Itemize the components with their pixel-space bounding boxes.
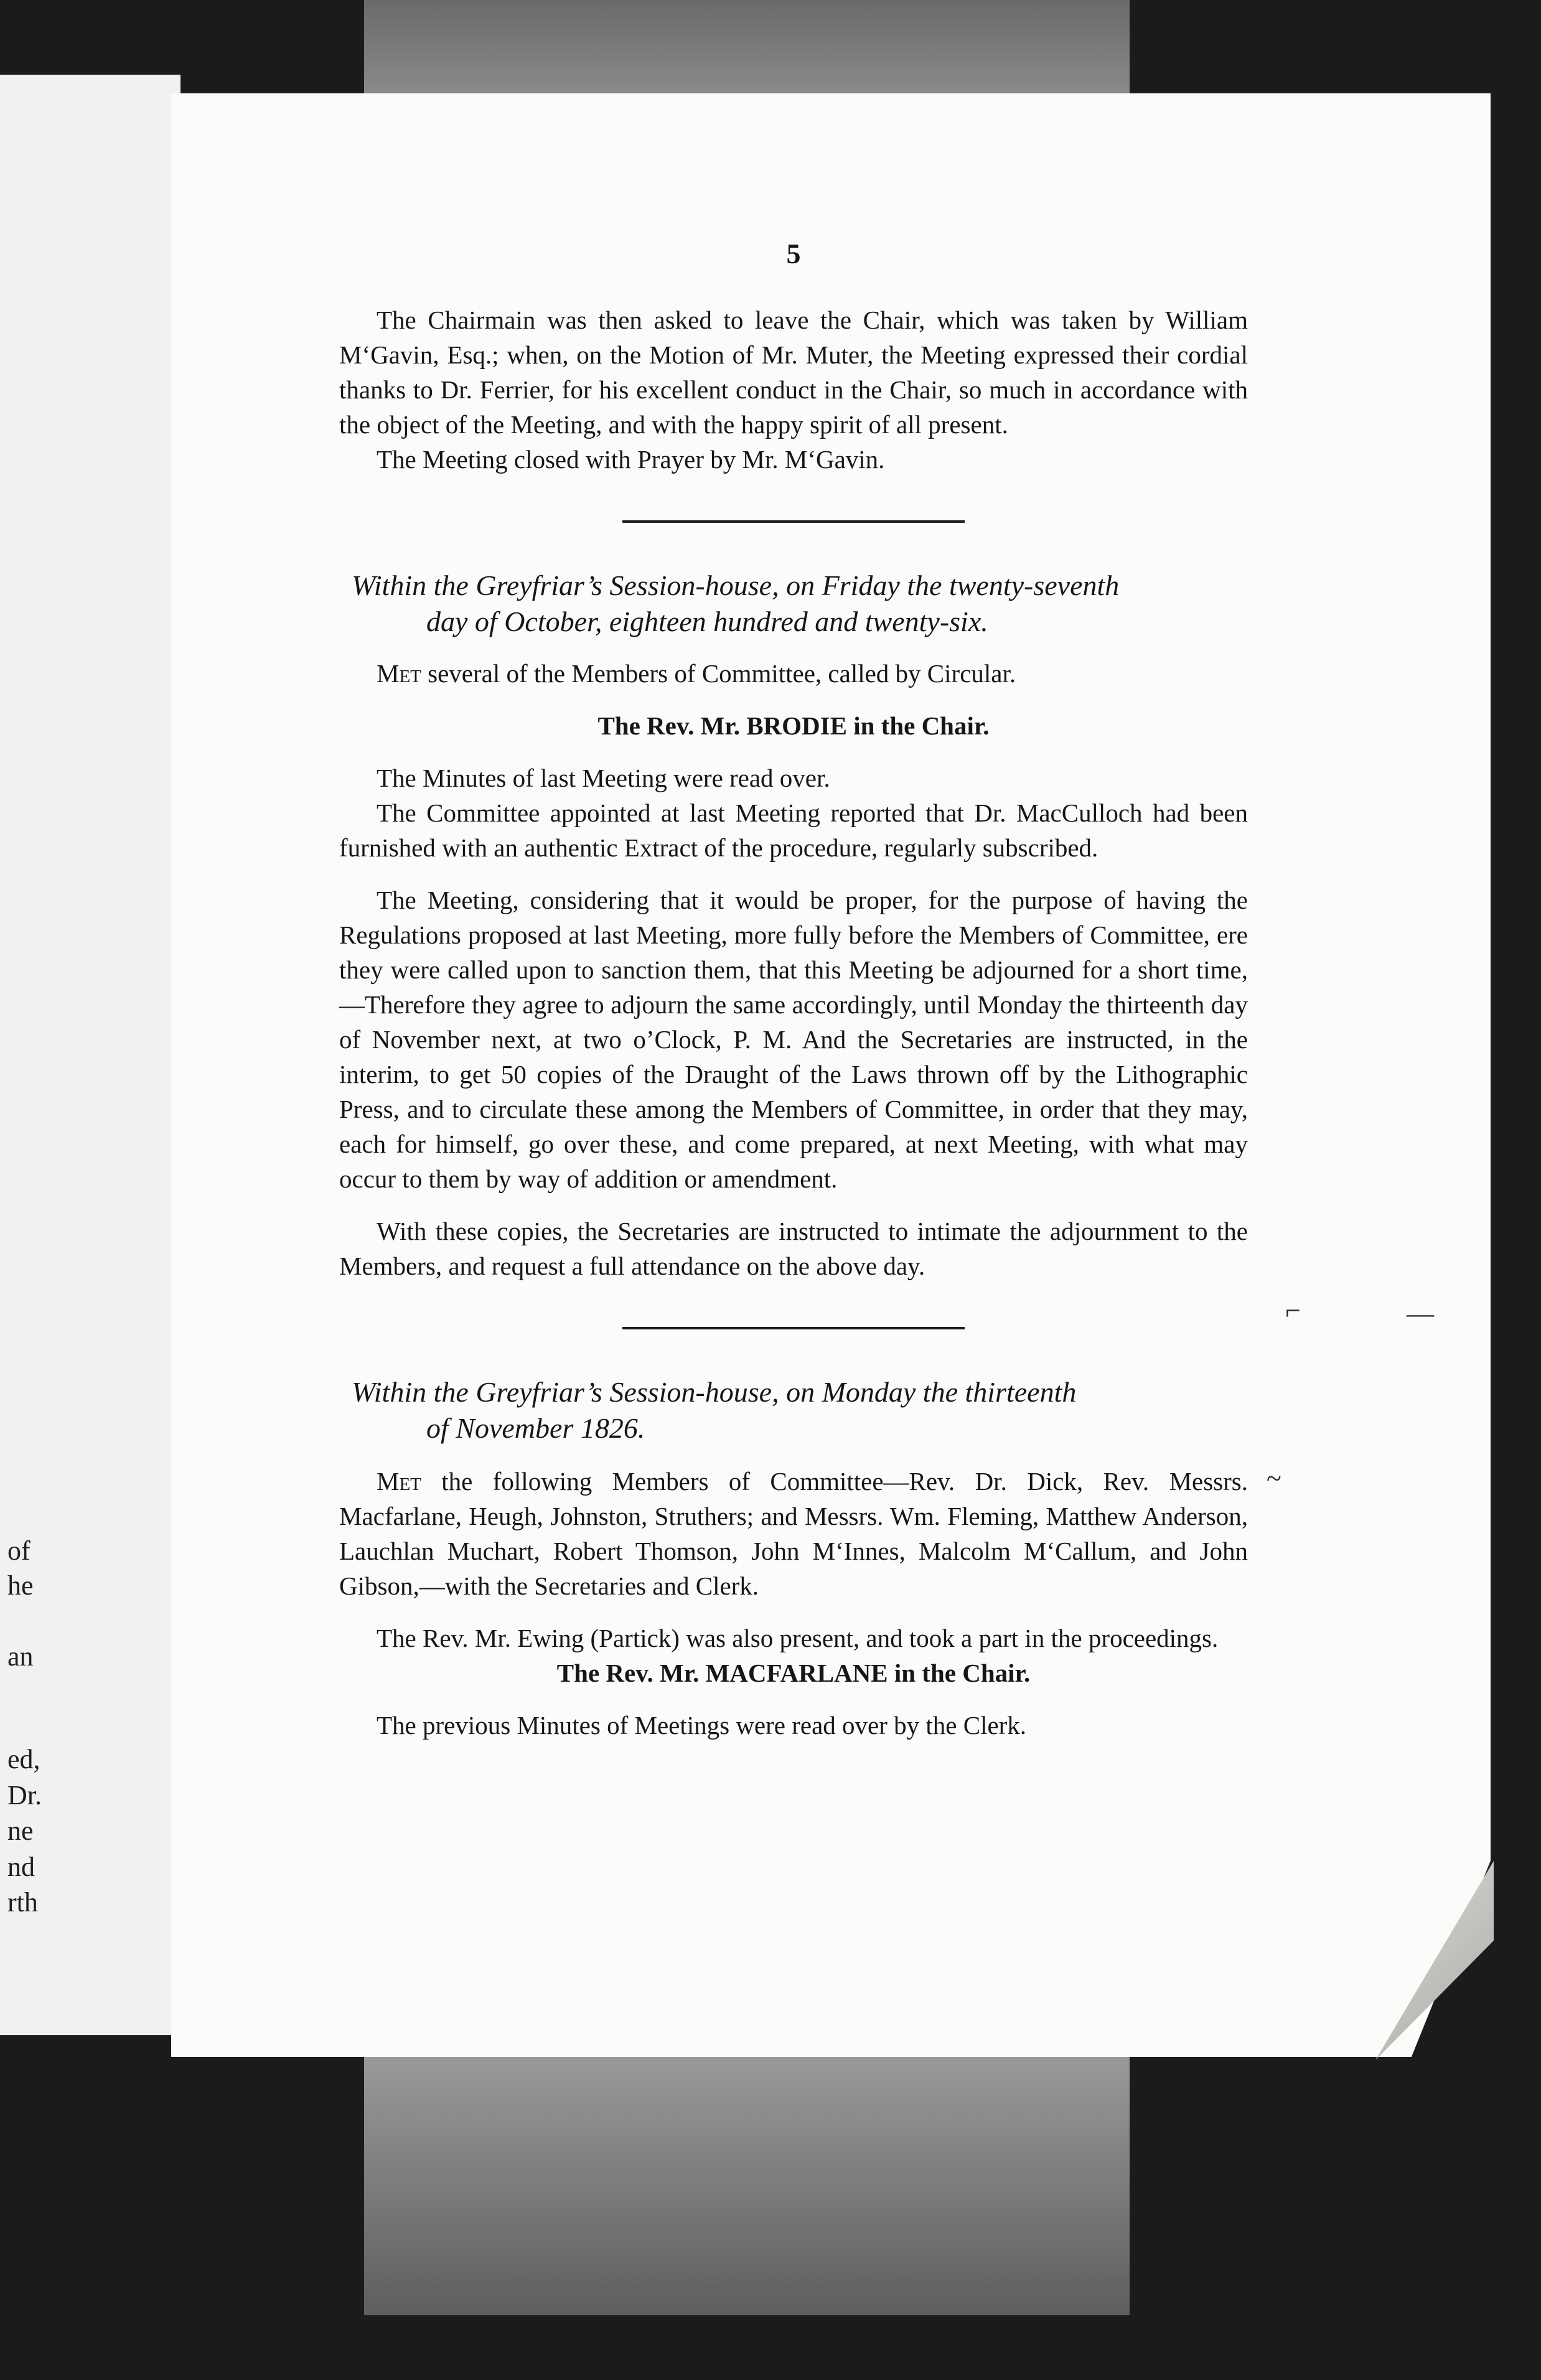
margin-pencil-mark: —	[1407, 1298, 1434, 1329]
section-divider	[622, 520, 965, 523]
paragraph-ewing: The Rev. Mr. Ewing (Partick) was also present, and took a part in the proceedings.	[377, 1624, 1219, 1652]
paragraph-met-members	[339, 1464, 1248, 1603]
paragraph-committee-report: The Committee appointed at last Meeting reported that Dr. MacCulloch had been furnished with an authentic Extract of the procedure, regularly subscribed.	[339, 799, 1248, 862]
page-number: 5	[786, 238, 801, 269]
met-word: Met	[377, 1467, 421, 1496]
scan-backdrop-bottom	[364, 2054, 1130, 2315]
paragraph-met	[339, 656, 1248, 691]
page-content	[339, 237, 1248, 1743]
left-page-fragment: of	[7, 1535, 30, 1566]
section-divider	[622, 1327, 965, 1329]
margin-pencil-mark: ⌐	[1285, 1295, 1301, 1326]
paragraph-previous-minutes: The previous Minutes of Meetings were read over by the Clerk.	[377, 1711, 1027, 1740]
section-heading-november	[339, 1374, 1248, 1446]
heading-line: Within the Greyfriar’s Session-house, on Friday the twenty-seventh	[352, 569, 1120, 601]
scan-backdrop-top	[364, 0, 1130, 93]
left-page-fragment: he	[7, 1570, 34, 1601]
left-page-fragment: rth	[7, 1887, 38, 1918]
heading-line: Within the Greyfriar’s Session-house, on Monday the thirteenth	[352, 1376, 1077, 1408]
left-page-fragment: nd	[7, 1852, 35, 1882]
margin-pencil-mark: ~	[1267, 1463, 1281, 1494]
left-page-fragment: ed,	[7, 1744, 40, 1774]
left-page-edge	[0, 75, 180, 2035]
paragraph-chairman: The Chairmain was then asked to leave the Chair, which was taken by William M‘Gavin, Esq.; when, on the Motion of Mr. Muter, the Meeting expressed their cordial thanks to Dr. Ferrier, for his excellent conduct in the Chair, so much in accordance with the object of the Meeting, and with the happy spirit of all present.	[339, 306, 1248, 439]
paragraph-adjournment: The Meeting, considering that it would be proper, for the purpose of having the Regulations proposed at last Meeting, more fully before the Members of Committee, ere they were called upon to sanction them, that this Meeting be adjourned for a short time,—Therefore they agree to adjourn the same accordingly, until Monday the thirteenth day of November next, at two o’Clock, P. M. And the Secretaries are instructed, in the interim, to get 50 copies of the Draught of the Laws thrown off by the Lithographic Press, and to circulate these among the Members of Committee, in order that they may, each for himself, go over these, and come prepared, at next Meeting, with what may occur to them by way of addition or amendment.	[339, 886, 1248, 1193]
left-page-fragment: ne	[7, 1815, 34, 1846]
paragraph-copies: With these copies, the Secretaries are instructed to intimate the adjournment to the Members, and request a full attendance on the above day.	[339, 1217, 1248, 1280]
chair-line: The Rev. Mr. BRODIE in the Chair.	[597, 711, 990, 740]
heading-line: day of October, eighteen hundred and twenty-six.	[426, 606, 988, 637]
section-heading-october	[339, 568, 1248, 640]
left-page-fragment: an	[7, 1641, 34, 1672]
met-text: the following Members of Committee—Rev. Dr. Dick, Rev. Messrs. Macfarlane, Heugh, Johnston, Struthers; and Messrs. Wm. Fleming, Matthew Anderson, Lauchlan Muchart, Robert Thomson, John M‘Innes, Malcolm M‘Callum, and John Gibson,—with the Secretaries and Clerk.	[339, 1467, 1248, 1600]
left-page-fragment: Dr.	[7, 1780, 42, 1811]
met-text: several of the Members of Committee, called by Circular.	[421, 659, 1016, 688]
paragraph-minutes: The Minutes of last Meeting were read over.	[377, 764, 830, 792]
chair-line: The Rev. Mr. MACFARLANE in the Chair.	[556, 1659, 1031, 1687]
paragraph-closing-prayer: The Meeting closed with Prayer by Mr. M‘Gavin.	[377, 445, 885, 474]
met-word: Met	[377, 659, 421, 688]
heading-line: of November 1826.	[426, 1412, 645, 1444]
